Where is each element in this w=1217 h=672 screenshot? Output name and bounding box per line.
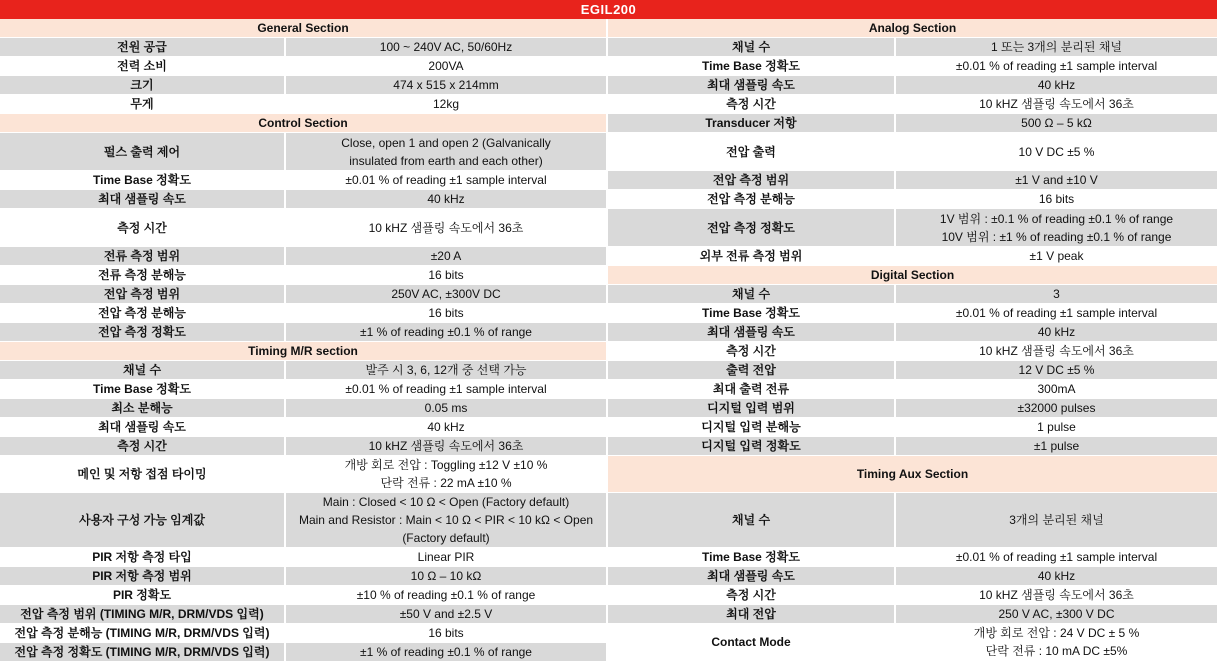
spec-label: 전류 측정 분해능 xyxy=(0,266,286,284)
spec-value xyxy=(896,304,1217,322)
spec-value xyxy=(896,76,1217,94)
spec-label: Time Base 정확도 xyxy=(0,171,286,189)
spec-row xyxy=(608,247,1217,266)
spec-value-line: ±0.01 % of reading ±1 sample interval xyxy=(955,550,1158,564)
spec-value xyxy=(286,399,606,417)
spec-value xyxy=(286,548,606,566)
spec-value xyxy=(896,342,1217,360)
spec-label: 채널 수 xyxy=(0,361,286,379)
spec-value-line: 개방 회로 전압 : 24 V DC ± 5 % xyxy=(973,626,1140,640)
spec-value xyxy=(896,57,1217,75)
spec-value-line: Main : Closed < 10 Ω < Open (Factory default) xyxy=(322,495,570,509)
spec-label: 전압 측정 분해능 xyxy=(0,304,286,322)
spec-row xyxy=(608,57,1217,76)
spec-value-line: ±0.01 % of reading ±1 sample interval xyxy=(955,59,1158,73)
spec-value xyxy=(896,548,1217,566)
spec-value xyxy=(286,624,606,642)
spec-value-line: ±1 V peak xyxy=(1029,249,1084,263)
spec-value xyxy=(286,38,606,56)
spec-label: 측정 시간 xyxy=(0,209,286,246)
spec-row xyxy=(0,493,606,548)
spec-label: 측정 시간 xyxy=(608,586,896,604)
spec-table-title: EGIL200 xyxy=(0,0,1217,19)
spec-row xyxy=(0,38,606,57)
spec-value xyxy=(286,418,606,436)
spec-label: 전원 공급 xyxy=(0,38,286,56)
spec-row xyxy=(608,342,1217,361)
spec-value-line: 40 kHz xyxy=(1037,325,1076,339)
right-column xyxy=(608,19,1217,672)
spec-row xyxy=(0,266,606,285)
spec-value-line: Linear PIR xyxy=(417,550,475,564)
spec-row xyxy=(0,418,606,437)
spec-row xyxy=(0,95,606,114)
spec-value-line: 10 V DC ±5 % xyxy=(1018,144,1095,159)
spec-row xyxy=(608,437,1217,456)
spec-label: 최대 샘플링 속도 xyxy=(0,418,286,436)
spec-row xyxy=(608,399,1217,418)
spec-label: 전압 측정 정확도 (TIMING M/R, DRM/VDS 입력) xyxy=(0,643,286,661)
spec-value xyxy=(896,114,1217,132)
spec-label: 측정 시간 xyxy=(608,342,896,360)
spec-value-line: 10 kHZ 샘플링 속도에서 36초 xyxy=(368,439,524,453)
spec-value-line: 300mA xyxy=(1037,382,1076,396)
spec-value xyxy=(896,171,1217,189)
spec-value xyxy=(896,323,1217,341)
spec-row xyxy=(608,605,1217,624)
spec-value-line: 3 xyxy=(1053,287,1060,301)
spec-value-line: 10 Ω – 10 kΩ xyxy=(410,569,482,583)
spec-label: 최대 샘플링 속도 xyxy=(608,567,896,585)
spec-value xyxy=(896,247,1217,265)
spec-label: 펄스 출력 제어 xyxy=(0,133,286,170)
spec-label: 채널 수 xyxy=(608,38,896,56)
spec-value-line: 200VA xyxy=(428,59,464,73)
spec-value xyxy=(286,57,606,75)
spec-value-line: 250 V AC, ±300 V DC xyxy=(998,607,1115,621)
spec-value-line: 단락 전류 : 10 mA DC ±5% xyxy=(985,644,1128,658)
spec-value xyxy=(286,285,606,303)
spec-value xyxy=(286,493,606,547)
spec-value-line: 3개의 분리된 채널 xyxy=(1009,513,1104,527)
spec-value-line: ±1 % of reading ±0.1 % of range xyxy=(360,325,532,339)
spec-label: PIR 저항 측정 타입 xyxy=(0,548,286,566)
spec-label: 측정 시간 xyxy=(608,95,896,113)
spec-label: Contact Mode xyxy=(608,624,896,660)
spec-label: Transducer 저항 xyxy=(608,114,896,132)
spec-value xyxy=(286,456,606,492)
spec-label: 디지털 입력 범위 xyxy=(608,399,896,417)
spec-label: 전압 측정 정확도 xyxy=(608,209,896,246)
section-title: General Section xyxy=(0,19,606,37)
spec-value-line: 10 kHZ 샘플링 속도에서 36초 xyxy=(979,97,1134,111)
section-header xyxy=(0,342,606,361)
spec-value xyxy=(896,285,1217,303)
section-header xyxy=(608,19,1217,38)
spec-row xyxy=(608,304,1217,323)
spec-row xyxy=(0,57,606,76)
spec-label: PIR 저항 측정 범위 xyxy=(0,567,286,585)
spec-label: 사용자 구성 가능 임계값 xyxy=(0,493,286,547)
spec-value xyxy=(286,95,606,113)
spec-label: 최소 분해능 xyxy=(0,399,286,417)
spec-value xyxy=(286,361,606,379)
section-title: Analog Section xyxy=(608,19,1217,37)
spec-value-line: 40 kHz xyxy=(427,192,465,206)
spec-row xyxy=(0,586,606,605)
spec-value xyxy=(286,437,606,455)
spec-value xyxy=(286,567,606,585)
spec-label: 전압 측정 정확도 xyxy=(0,323,286,341)
spec-value-line: ±32000 pulses xyxy=(1017,401,1096,415)
section-title: Timing M/R section xyxy=(0,342,606,360)
spec-label: 크기 xyxy=(0,76,286,94)
spec-label: 디지털 입력 분해능 xyxy=(608,418,896,436)
spec-label: Time Base 정확도 xyxy=(608,548,896,566)
spec-value xyxy=(896,95,1217,113)
spec-value-line: (Factory default) xyxy=(402,531,490,545)
spec-value-line: 단락 전류 : 22 mA ±10 % xyxy=(380,476,512,490)
spec-value xyxy=(896,209,1217,246)
section-title: Digital Section xyxy=(608,266,1217,284)
spec-value-line: insulated from earth and each other) xyxy=(349,153,543,168)
spec-value xyxy=(896,493,1217,547)
spec-value-line: Close, open 1 and open 2 (Galvanically xyxy=(341,135,551,150)
spec-value xyxy=(896,38,1217,56)
spec-value-line: 10V 범위 : ±1 % of reading ±0.1 % of range xyxy=(941,229,1172,244)
spec-value xyxy=(286,380,606,398)
spec-row xyxy=(0,605,606,624)
spec-row xyxy=(608,493,1217,548)
spec-value-line: ±50 V and ±2.5 V xyxy=(399,607,493,621)
spec-value xyxy=(896,567,1217,585)
spec-label: 최대 샘플링 속도 xyxy=(608,323,896,341)
spec-value-line: ±1 pulse xyxy=(1033,439,1080,453)
spec-label: 최대 샘플링 속도 xyxy=(0,190,286,208)
spec-table xyxy=(0,19,1217,672)
section-header xyxy=(0,19,606,38)
spec-value-line: ±20 A xyxy=(430,249,462,263)
spec-value-line: ±0.01 % of reading ±1 sample interval xyxy=(345,173,547,187)
spec-row xyxy=(608,133,1217,171)
spec-row xyxy=(0,548,606,567)
spec-value xyxy=(286,76,606,94)
section-title: Control Section xyxy=(0,114,606,132)
spec-row xyxy=(0,247,606,266)
spec-row xyxy=(0,567,606,586)
spec-value xyxy=(286,247,606,265)
spec-label: 전압 측정 분해능 (TIMING M/R, DRM/VDS 입력) xyxy=(0,624,286,642)
spec-value-line: 40 kHz xyxy=(427,420,465,434)
spec-value-line: 40 kHz xyxy=(1037,569,1076,583)
spec-row xyxy=(608,418,1217,437)
spec-value xyxy=(286,190,606,208)
spec-label: 최대 출력 전류 xyxy=(608,380,896,398)
spec-label: Time Base 정확도 xyxy=(608,304,896,322)
spec-row xyxy=(608,95,1217,114)
spec-row xyxy=(0,133,606,171)
spec-value-line: ±0.01 % of reading ±1 sample interval xyxy=(955,306,1158,320)
spec-value-line: ±1 % of reading ±0.1 % of range xyxy=(360,645,532,659)
spec-value-line: 10 kHZ 샘플링 속도에서 36초 xyxy=(979,588,1134,602)
spec-label: 전류 측정 범위 xyxy=(0,247,286,265)
spec-value xyxy=(286,643,606,661)
spec-value-line: ±0.01 % of reading ±1 sample interval xyxy=(345,382,547,396)
spec-value xyxy=(896,624,1217,660)
section-title: Timing Aux Section xyxy=(608,456,1217,492)
spec-value xyxy=(896,133,1217,170)
spec-label: 채널 수 xyxy=(608,285,896,303)
spec-row xyxy=(608,209,1217,247)
left-column xyxy=(0,19,606,672)
section-header xyxy=(0,114,606,133)
spec-value-line: 12 V DC ±5 % xyxy=(1018,363,1095,377)
spec-label: 전압 출력 xyxy=(608,133,896,170)
spec-value xyxy=(896,418,1217,436)
spec-row xyxy=(608,323,1217,342)
spec-value xyxy=(286,209,606,246)
spec-value xyxy=(286,171,606,189)
spec-label: 전력 소비 xyxy=(0,57,286,75)
spec-row xyxy=(0,643,606,662)
spec-label: 디지털 입력 정확도 xyxy=(608,437,896,455)
spec-value-line: 1 pulse xyxy=(1037,420,1076,434)
spec-row xyxy=(0,171,606,190)
spec-label: Time Base 정확도 xyxy=(608,57,896,75)
spec-label: 출력 전압 xyxy=(608,361,896,379)
spec-value-line: Main and Resistor : Main < 10 Ω < PIR < 10 kΩ < Open xyxy=(298,513,594,527)
spec-value-line: 1 또는 3개의 분리된 채널 xyxy=(990,40,1122,54)
spec-value-line: 1V 범위 : ±0.1 % of reading ±0.1 % of range xyxy=(939,211,1174,226)
spec-row xyxy=(608,114,1217,133)
spec-row xyxy=(608,380,1217,399)
spec-value-line: 100 ~ 240V AC, 50/60Hz xyxy=(379,40,513,54)
spec-row xyxy=(0,323,606,342)
spec-label: 전압 측정 범위 xyxy=(608,171,896,189)
spec-value xyxy=(896,399,1217,417)
spec-row xyxy=(0,437,606,456)
spec-row xyxy=(608,624,1217,661)
spec-row xyxy=(0,456,606,493)
spec-value-line: ±10 % of reading ±0.1 % of range xyxy=(356,588,536,602)
spec-value xyxy=(286,304,606,322)
section-header xyxy=(608,266,1217,285)
spec-row xyxy=(0,361,606,380)
spec-value-line: 16 bits xyxy=(428,306,464,320)
spec-label: 채널 수 xyxy=(608,493,896,547)
spec-row xyxy=(608,171,1217,190)
spec-value-line: 16 bits xyxy=(428,268,464,282)
spec-value xyxy=(286,133,606,170)
spec-value xyxy=(286,586,606,604)
spec-value-line: 16 bits xyxy=(428,626,464,640)
spec-row xyxy=(0,209,606,247)
spec-row xyxy=(0,304,606,323)
spec-label: 메인 및 저항 접점 타이밍 xyxy=(0,456,286,492)
spec-label: 전압 측정 범위 (TIMING M/R, DRM/VDS 입력) xyxy=(0,605,286,623)
spec-value-line: 250V AC, ±300V DC xyxy=(391,287,501,301)
spec-value-line: ±1 V and ±10 V xyxy=(1015,173,1098,187)
spec-row xyxy=(608,38,1217,57)
spec-value-line: 500 Ω – 5 kΩ xyxy=(1021,116,1092,130)
spec-row xyxy=(0,380,606,399)
spec-row xyxy=(0,624,606,643)
spec-value xyxy=(286,266,606,284)
spec-value-line: 개방 회로 전압 : Toggling ±12 V ±10 % xyxy=(344,458,548,472)
spec-row xyxy=(608,285,1217,304)
spec-row xyxy=(608,361,1217,380)
spec-value-line: 40 kHz xyxy=(1037,78,1076,92)
spec-value xyxy=(896,437,1217,455)
spec-value-line: 0.05 ms xyxy=(424,401,468,415)
spec-value xyxy=(896,586,1217,604)
spec-value xyxy=(896,361,1217,379)
spec-value-line: 474 x 515 x 214mm xyxy=(393,78,499,92)
spec-value-line: 16 bits xyxy=(1038,192,1075,206)
spec-row xyxy=(0,190,606,209)
spec-row xyxy=(0,76,606,95)
spec-label: 전압 측정 분해능 xyxy=(608,190,896,208)
spec-value xyxy=(286,605,606,623)
spec-label: Time Base 정확도 xyxy=(0,380,286,398)
spec-value-line: 10 kHZ 샘플링 속도에서 36초 xyxy=(368,220,524,235)
spec-value-line: 12kg xyxy=(432,97,460,111)
spec-label: PIR 정확도 xyxy=(0,586,286,604)
spec-label: 외부 전류 측정 범위 xyxy=(608,247,896,265)
spec-row xyxy=(608,567,1217,586)
spec-value xyxy=(896,380,1217,398)
spec-label: 측정 시간 xyxy=(0,437,286,455)
section-header xyxy=(608,456,1217,493)
spec-row xyxy=(0,285,606,304)
spec-row xyxy=(608,586,1217,605)
spec-value xyxy=(286,323,606,341)
spec-label: 최대 전압 xyxy=(608,605,896,623)
spec-row xyxy=(608,76,1217,95)
spec-label: 무게 xyxy=(0,95,286,113)
spec-row xyxy=(608,190,1217,209)
spec-value-line: 10 kHZ 샘플링 속도에서 36초 xyxy=(979,344,1134,358)
spec-row xyxy=(608,548,1217,567)
spec-row xyxy=(0,399,606,418)
spec-label: 최대 샘플링 속도 xyxy=(608,76,896,94)
spec-value-line: 발주 시 3, 6, 12개 중 선택 가능 xyxy=(365,363,527,377)
spec-value xyxy=(896,605,1217,623)
spec-label: 전압 측정 범위 xyxy=(0,285,286,303)
spec-value xyxy=(896,190,1217,208)
